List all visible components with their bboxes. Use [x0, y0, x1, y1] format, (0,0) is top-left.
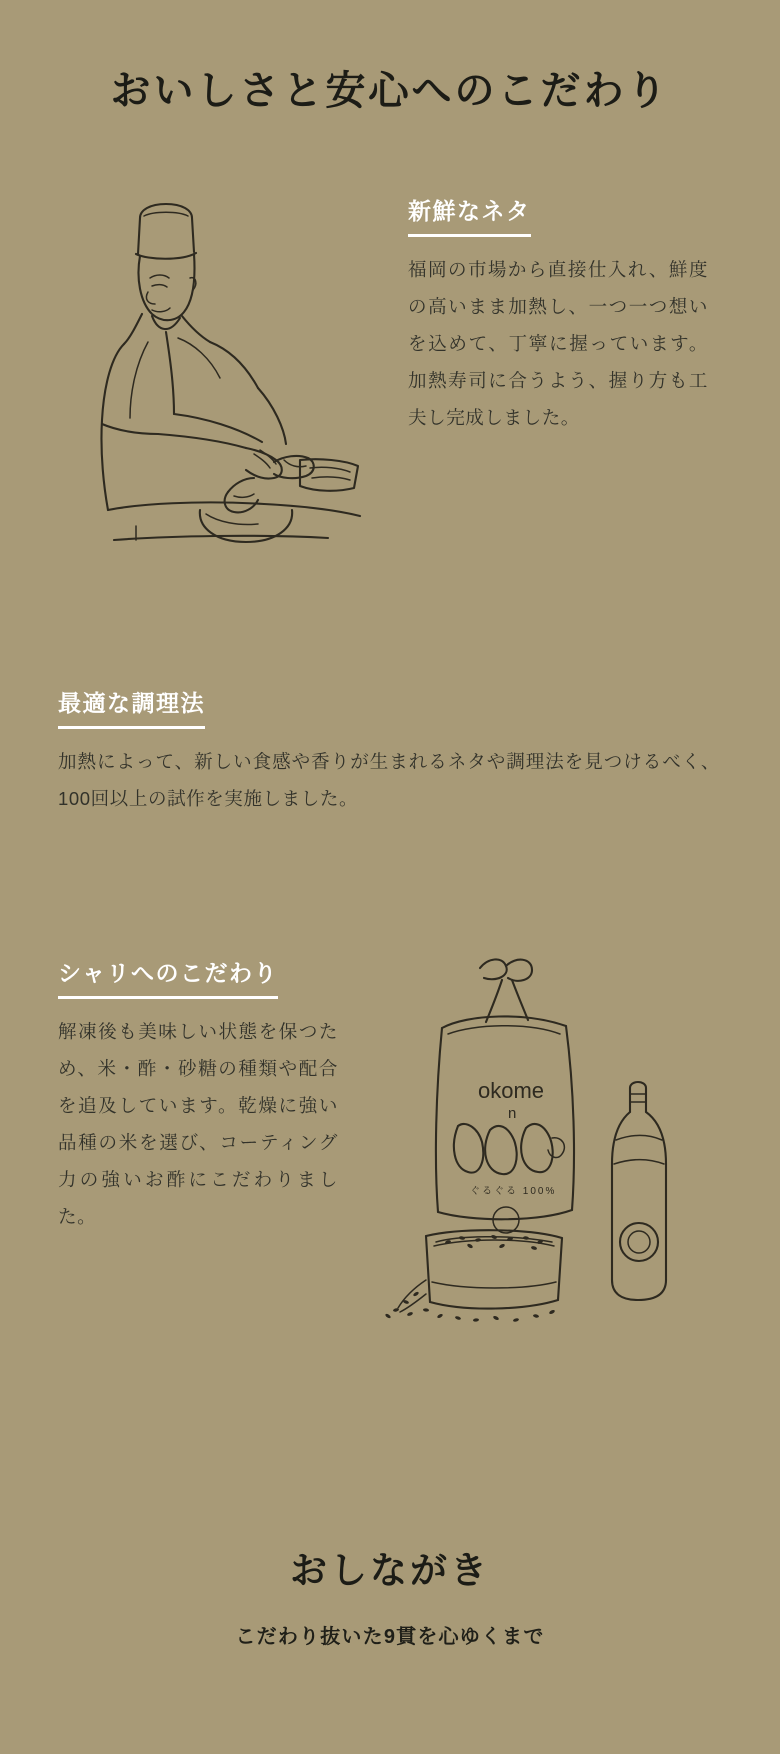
rice-bag-main-label: okome — [478, 1078, 545, 1103]
rice-and-vinegar-illustration — [330, 950, 730, 1350]
rice-bag-sub-label: n — [508, 1105, 517, 1122]
section-title-optimal-cooking: 最適な調理法 — [58, 690, 205, 729]
shari-text-column — [58, 960, 338, 1235]
section-body-fresh-ingredients: 福岡の市場から直接仕入れ、鮮度の高いまま加熱し、一つ一つ想いを込めて、丁寧に握っています。加熱寿司に合うよう、握り方も工夫し完成しました。 — [408, 258, 708, 428]
section-title-fresh-ingredients: 新鮮なネタ — [408, 198, 531, 237]
section-title-shari-commitment: シャリへのこだわり — [58, 960, 278, 999]
section-shari-commitment — [0, 960, 780, 1360]
page-title: おいしさと安心へのこだわり — [110, 69, 670, 113]
fresh-ingredients-text-column — [408, 198, 708, 436]
footer-block — [0, 1540, 780, 1649]
section-body-shari-commitment: 解凍後も美味しい状態を保つため、米・酢・砂糖の種類や配合を追及しています。乾燥に強い品種の米を選び、コーティング力の強いお酢にこだわりました。 — [58, 1020, 338, 1227]
footer-title: おしながき — [290, 1550, 490, 1591]
section-fresh-ingredients — [0, 180, 780, 580]
rice-bag-fine-label: ぐるぐる 100% — [470, 1186, 557, 1197]
footer-subtitle: こだわり抜いた9貫を心ゆくまで — [235, 1626, 545, 1648]
section-optimal-cooking — [58, 690, 720, 817]
section-body-optimal-cooking: 加熱によって、新しい食感や香りが生まれるネタや調理法を見つけるべく、100回以上の試作を実施しました。 — [58, 750, 720, 809]
sushi-chef-illustration — [78, 192, 368, 552]
